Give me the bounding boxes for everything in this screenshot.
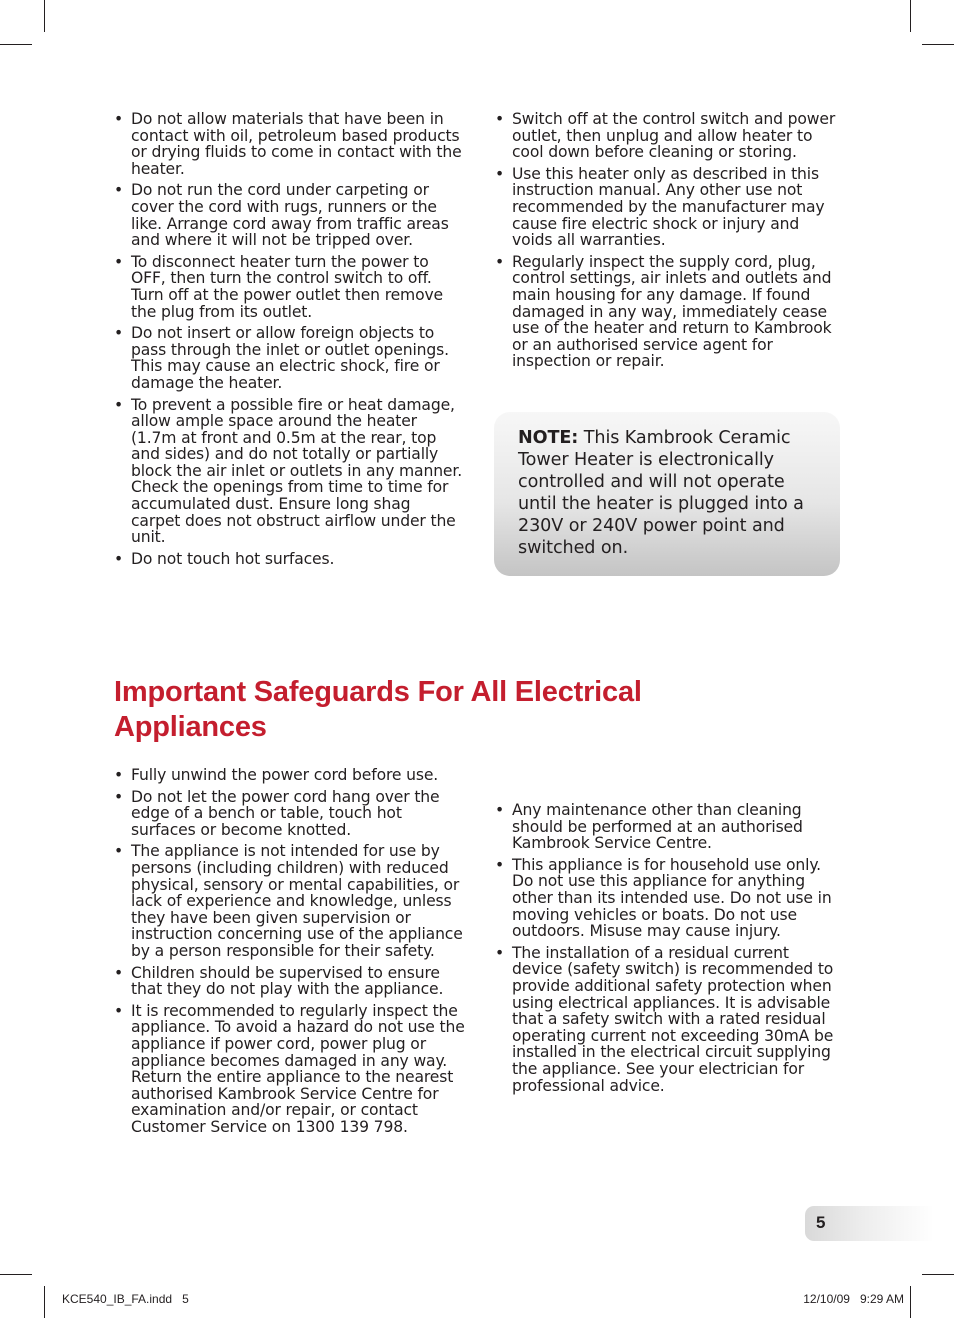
list-item: • The installation of a residual current device (safety switch) is recommended to provide additional safety protection when using electrical appliances. It is advisable that a safety switch with a rated residual operating current not exceeding 30mA be installed in the electrical circuit supplying the appliance. See your electrician for professional advice. [495,945,840,1094]
list-item: • Do not touch hot surfaces. [114,551,464,568]
section-heading: Important Safeguards For All Electrical Appliances [114,676,642,743]
list-item: • Do not let the power cord hang over the edge of a bench or table, touch hot surfaces or become knotted. [114,789,466,839]
note-box [494,412,840,576]
list-item: • Do not run the cord under carpeting or cover the cord with rugs, runners or the like. Arrange cord away from traffic areas and where it will not be tripped over. [114,182,464,248]
crop-mark [910,0,911,32]
bottom-right-column [495,802,840,1099]
crop-mark [910,1286,911,1318]
top-right-column [495,111,840,375]
list-item: • To disconnect heater turn the power to OFF, then turn the control switch to off. Turn off at the power outlet then remove the plug from its outlet. [114,254,464,320]
note-text: This Kambrook Ceramic Tower Heater is electronically controlled and will not operate until the heater is plugged into a 230V or 240V power point and switched on. [518,428,804,558]
crop-mark [922,44,954,45]
bullet-list [495,111,840,370]
list-item: • Switch off at the control switch and power outlet, then unplug and allow heater to cool down before cleaning or storing. [495,111,840,161]
bullet-list [114,111,464,567]
top-left-column [114,111,464,572]
crop-mark [44,1286,45,1318]
crop-mark [0,1274,32,1275]
list-item: • Do not allow materials that have been in contact with oil, petroleum based products or drying fluids to come in contact with the heater. [114,111,464,177]
list-item: • To prevent a possible fire or heat damage, allow ample space around the heater (1.7m at front and 0.5m at the rear, top and sides) and do not totally or partially block the air inlet or outlets in any manner. Check the openings from time to time for accumulated dust. Ensure long shag carpet does not obstruct airflow under the unit. [114,397,464,546]
list-item: • Do not insert or allow foreign objects to pass through the inlet or outlet openings. This may cause an electric shock, fire or damage the heater. [114,325,464,391]
list-item: • Children should be supervised to ensure that they do not play with the appliance. [114,965,466,998]
note-label: NOTE: [518,428,579,448]
list-item: • This appliance is for household use only. Do not use this appliance for anything other than its intended use. Do not use in moving vehicles or boats. Do not use outdoors. Misuse may cause injury. [495,857,840,940]
page-number-tab [805,1206,934,1241]
slug-filename: KCE540_IB_FA.indd 5 [62,1292,189,1306]
crop-mark [0,44,32,45]
list-item: • It is recommended to regularly inspect the appliance. To avoid a hazard do not use the appliance if power cord, power plug or appliance becomes damaged in any way. Return the entire appliance to the nearest authorised Kambrook Service Centre for examination and/or repair, or contact Customer Service on 1300 139 798. [114,1003,466,1136]
bullet-list [114,767,466,1135]
bottom-left-column [114,767,466,1140]
slug-datetime: 12/10/09 9:29 AM [803,1292,904,1306]
bullet-list [495,802,840,1094]
list-item: • Fully unwind the power cord before use. [114,767,466,784]
crop-mark [44,0,45,32]
list-item: • Regularly inspect the supply cord, plug, control settings, air inlets and outlets and main housing for any damage. If found damaged in any way, immediately cease use of the heater and return to Kambrook or an authorised service agent for inspection or repair. [495,254,840,370]
crop-mark [922,1274,954,1275]
list-item: • Any maintenance other than cleaning should be performed at an authorised Kambrook Service Centre. [495,802,840,852]
list-item: • The appliance is not intended for use by persons (including children) with reduced physical, sensory or mental capabilities, or lack of experience and knowledge, unless they have been given supervision or instruction concerning use of the appliance by a person responsible for their safety. [114,843,466,959]
list-item: • Use this heater only as described in this instruction manual. Any other use not recommended by the manufacturer may cause fire electric shock or injury and voids all warranties. [495,166,840,249]
page-number: 5 [816,1213,826,1232]
